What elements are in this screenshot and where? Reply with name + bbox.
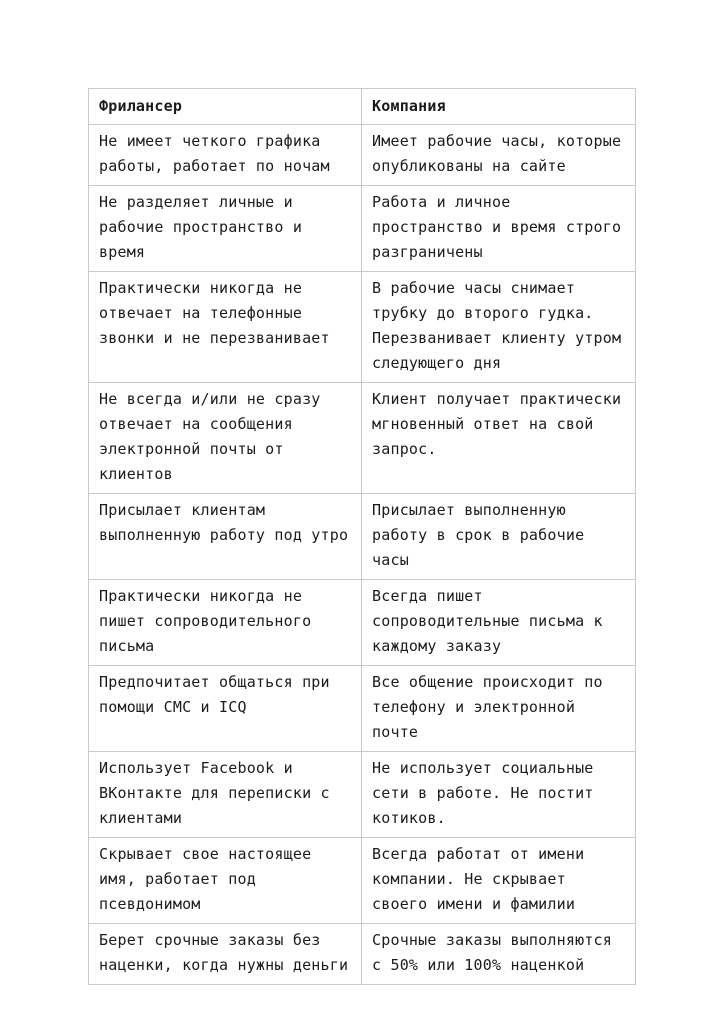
table-row <box>89 494 636 580</box>
table-row <box>89 383 636 494</box>
table-cell-company: Всегда работат от имени компании. Не скрывает своего имени и фамилии <box>362 838 636 924</box>
table-header-row <box>89 89 636 125</box>
column-header-company: Компания <box>362 89 636 125</box>
table-cell-freelancer: Практически никогда не пишет сопроводительного письма <box>89 580 362 666</box>
table-cell-company: Присылает выполненную работу в срок в рабочие часы <box>362 494 636 580</box>
table-cell-freelancer: Не имеет четкого графика работы, работает по ночам <box>89 125 362 186</box>
table-row <box>89 580 636 666</box>
table-cell-company: Не использует социальные сети в работе. Не постит котиков. <box>362 752 636 838</box>
table-cell-freelancer: Берет срочные заказы без наценки, когда нужны деньги <box>89 924 362 985</box>
table-cell-company: Имеет рабочие часы, которые опубликованы на сайте <box>362 125 636 186</box>
table-row <box>89 838 636 924</box>
table-cell-freelancer: Скрывает свое настоящее имя, работает под псевдонимом <box>89 838 362 924</box>
table-row <box>89 666 636 752</box>
table-row <box>89 752 636 838</box>
table-cell-freelancer: Присылает клиентам выполненную работу под утро <box>89 494 362 580</box>
table-cell-freelancer: Не всегда и/или не сразу отвечает на сообщения электронной почты от клиентов <box>89 383 362 494</box>
table-cell-company: В рабочие часы снимает трубку до второго гудка. Перезванивает клиенту утром следующего дня <box>362 272 636 383</box>
table-cell-company: Срочные заказы выполняются с 50% или 100% наценкой <box>362 924 636 985</box>
table-cell-freelancer: Использует Facebook и ВКонтакте для переписки с клиентами <box>89 752 362 838</box>
comparison-table <box>88 88 636 985</box>
table-cell-company: Работа и личное пространство и время строго разграничены <box>362 186 636 272</box>
table-cell-freelancer: Не разделяет личные и рабочие пространство и время <box>89 186 362 272</box>
column-header-freelancer: Фрилансер <box>89 89 362 125</box>
table-cell-freelancer: Практически никогда не отвечает на телефонные звонки и не перезванивает <box>89 272 362 383</box>
table-row <box>89 924 636 985</box>
table-row <box>89 186 636 272</box>
table-cell-company: Всегда пишет сопроводительные письма к каждому заказу <box>362 580 636 666</box>
table-cell-company: Клиент получает практически мгновенный ответ на свой запрос. <box>362 383 636 494</box>
table-row <box>89 272 636 383</box>
table-row <box>89 125 636 186</box>
table-cell-company: Все общение происходит по телефону и электронной почте <box>362 666 636 752</box>
table-cell-freelancer: Предпочитает общаться при помощи СМС и ICQ <box>89 666 362 752</box>
